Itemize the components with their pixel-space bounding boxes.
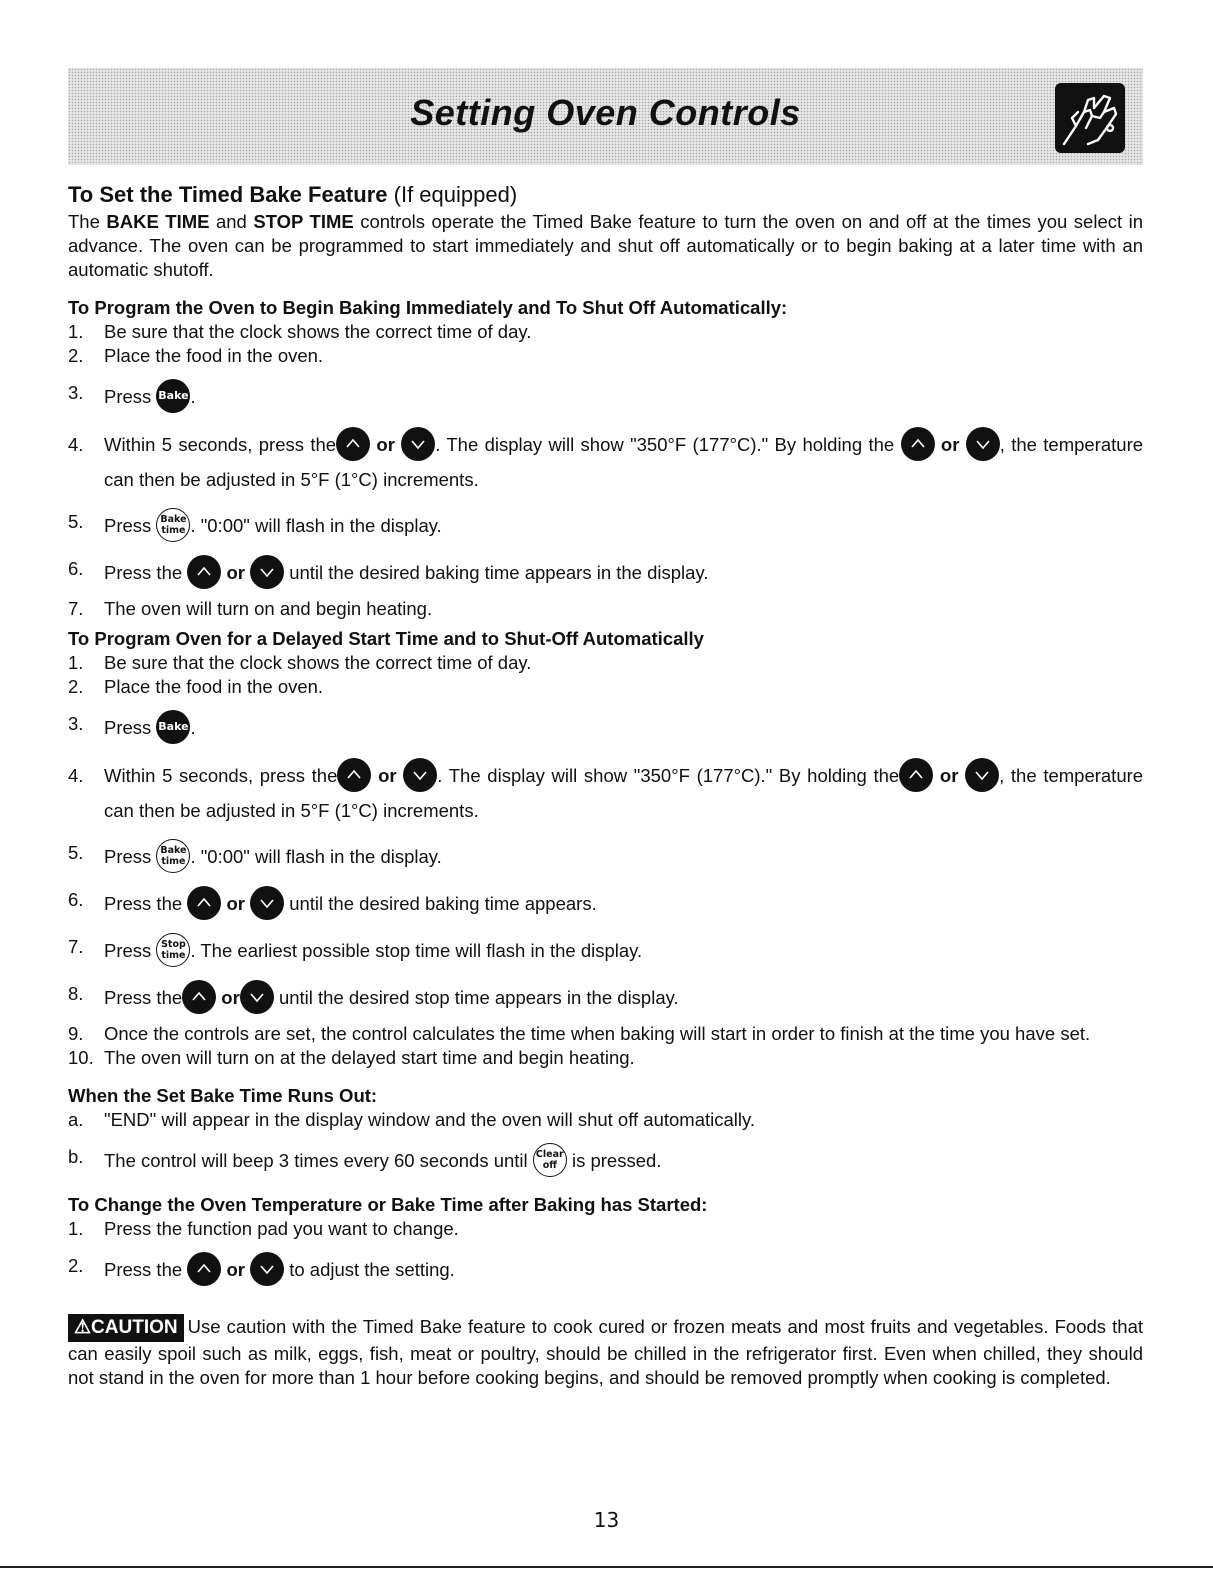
down-arrow-pad-icon <box>240 980 274 1014</box>
immediate-heading: To Program the Oven to Begin Baking Immediately and To Shut Off Automatically: <box>68 297 788 318</box>
bake-pad-icon: Bake <box>156 379 190 413</box>
down-arrow-pad-icon <box>403 758 437 792</box>
delayed-heading: To Program Oven for a Delayed Start Time and to Shut-Off Automatically <box>68 628 704 650</box>
timed-bake-heading: To Set the Timed Bake Feature (If equipped) <box>68 182 518 207</box>
page-number: 13 <box>593 1508 620 1532</box>
down-arrow-pad-icon <box>965 758 999 792</box>
list-item: 3. Press Bake . <box>68 381 1143 415</box>
list-item: 1. Press the function pad you want to change. <box>68 1218 459 1240</box>
warning-triangle-icon: ⚠ <box>74 1317 92 1339</box>
timed-bake-intro: The BAKE TIME and STOP TIME controls operate the Timed Bake feature to turn the oven on and off at the times you select in advance. The oven can be programmed to start immediately and shut off automatically or to begin baking at a later time with an automatic shutoff. <box>68 211 1144 280</box>
up-arrow-pad-icon <box>187 555 221 589</box>
list-item: 4. Within 5 seconds, press the or . The display will show "350°F (177°C)." By holding the or , the temperature can then be adjusted in 5°F (1°C) increments. <box>68 759 1143 828</box>
list-item: 6. Press the or until the desired baking time appears. <box>68 888 1143 922</box>
list-item: 9. Once the controls are set, the control calculates the time when baking will start in order to finish at the time you have set. <box>68 1023 1091 1045</box>
list-item: 2. Press the or to adjust the setting. <box>68 1254 1143 1288</box>
page-content <box>68 180 1143 1390</box>
caution-paragraph: ⚠CAUTION Use caution with the Timed Bake feature to cook cured or frozen meats and most fruits and vegetables. Foods that can easily spoil such as milk, eggs, fish, meat or poultry, should be chilled in the refrigerator first. Even when chilled, they should not stand in the oven for more than 1 hour before cooking begins, and should be removed promptly when cooking is completed. <box>68 1316 1143 1389</box>
caution-badge: ⚠CAUTION <box>68 1314 184 1342</box>
list-item: 1. Be sure that the clock shows the correct time of day. <box>68 321 532 342</box>
list-item: b. The control will beep 3 times every 60 seconds until Clear off is pressed. <box>68 1145 1143 1179</box>
list-item: a. "END" will appear in the display window and the oven will shut off automatically. <box>68 1109 756 1131</box>
down-arrow-pad-icon <box>250 555 284 589</box>
down-arrow-pad-icon <box>966 427 1000 461</box>
runs-out-heading: When the Set Bake Time Runs Out: <box>68 1085 378 1107</box>
list-item: 5. Press Bake time . "0:00" will flash in the display. <box>68 841 1143 875</box>
bake-time-pad-icon: Bake time <box>156 508 190 542</box>
up-arrow-pad-icon <box>901 427 935 461</box>
list-item: 2. Place the food in the oven. <box>68 345 324 366</box>
list-item: 10. The oven will turn on at the delayed start time and begin heating. <box>68 1047 635 1069</box>
up-arrow-pad-icon <box>899 758 933 792</box>
bottom-rule <box>0 1566 1213 1568</box>
list-item: 7. Press Stop time . The earliest possible stop time will flash in the display. <box>68 935 1143 969</box>
hands-on-controls-icon <box>1054 82 1126 154</box>
page-header <box>68 68 1143 165</box>
down-arrow-pad-icon <box>250 1252 284 1286</box>
bake-pad-icon: Bake <box>156 710 190 744</box>
list-item: 2. Place the food in the oven. <box>68 676 324 698</box>
up-arrow-pad-icon <box>182 980 216 1014</box>
down-arrow-pad-icon <box>250 886 284 920</box>
clear-off-pad-icon: Clear off <box>533 1143 567 1177</box>
page-title: Setting Oven Controls <box>410 92 801 133</box>
list-item: 5. Press Bake time . "0:00" will flash in the display. <box>68 510 1143 544</box>
bake-time-pad-icon: Bake time <box>156 839 190 873</box>
list-item: 3. Press Bake . <box>68 712 1143 746</box>
list-item: 7. The oven will turn on and begin heating. <box>68 598 433 620</box>
list-item: 1. Be sure that the clock shows the correct time of day. <box>68 652 532 674</box>
up-arrow-pad-icon <box>187 886 221 920</box>
up-arrow-pad-icon <box>187 1252 221 1286</box>
up-arrow-pad-icon <box>336 427 370 461</box>
down-arrow-pad-icon <box>401 427 435 461</box>
list-item: 4. Within 5 seconds, press the or . The display will show "350°F (177°C)." By holding the or , the temperature can then be adjusted in 5°F (1°C) increments. <box>68 428 1143 497</box>
list-item: 6. Press the or until the desired baking time appears in the display. <box>68 557 1143 591</box>
up-arrow-pad-icon <box>337 758 371 792</box>
change-heading: To Change the Oven Temperature or Bake Time after Baking has Started: <box>68 1194 708 1216</box>
stop-time-pad-icon: Stop time <box>156 933 190 967</box>
list-item: 8. Press the or until the desired stop time appears in the display. <box>68 982 1143 1016</box>
